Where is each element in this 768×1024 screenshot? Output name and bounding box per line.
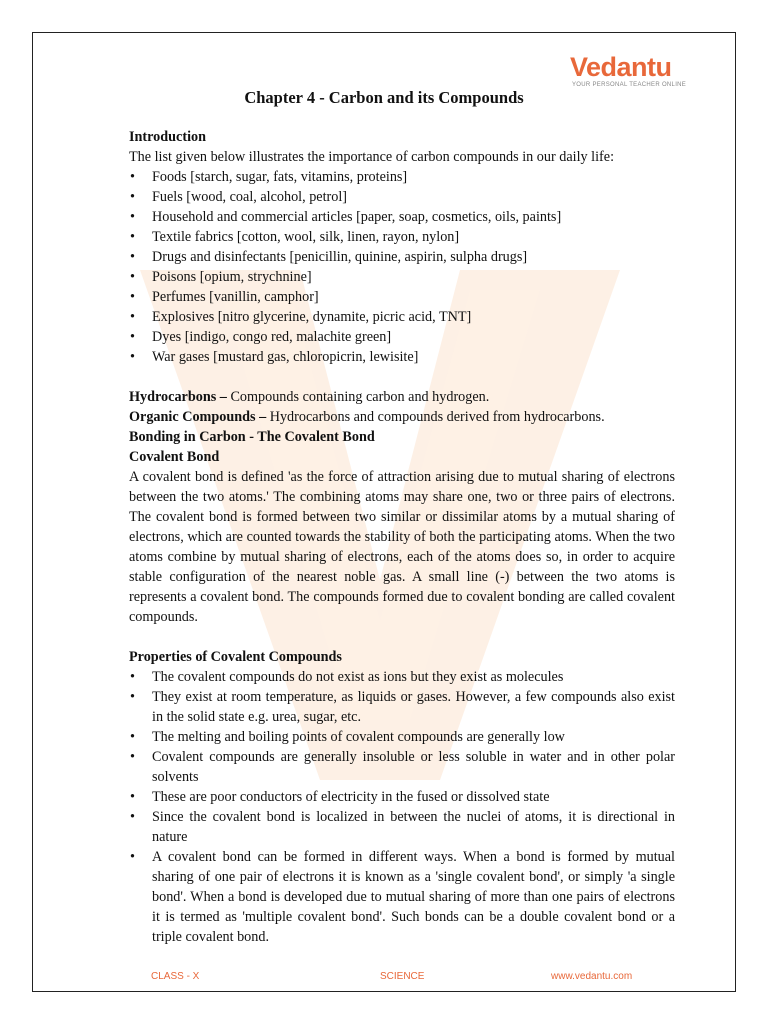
definition-text: Hydrocarbons and compounds derived from hydrocarbons. <box>269 409 605 425</box>
logo-tagline: YOUR PERSONAL TEACHER ONLINE <box>572 82 687 88</box>
logo-wordmark: Vedantu <box>570 52 672 82</box>
definition-hydrocarbons: Hydrocarbons – Compounds containing carbon and hydrogen. <box>129 389 490 405</box>
introduction-lead: The list given below illustrates the importance of carbon compounds in our daily life: <box>129 149 615 165</box>
list-item: • Poisons [opium, strychnine] <box>129 267 675 287</box>
list-item: • Drugs and disinfectants [penicillin, quinine, aspirin, sulpha drugs] <box>129 247 675 267</box>
definition-term: Hydrocarbons <box>129 389 217 405</box>
page-title: Chapter 4 - Carbon and its Compounds <box>244 88 524 107</box>
list-item: • The covalent compounds do not exist as ions but they exist as molecules <box>129 667 675 687</box>
covalent-bond-heading: Covalent Bond <box>129 449 220 465</box>
introduction-heading: Introduction <box>129 129 206 145</box>
list-item: • Perfumes [vanillin, camphor] <box>129 287 675 307</box>
properties-list <box>129 667 675 947</box>
document-body <box>129 127 675 947</box>
list-item: • The melting and boiling points of covalent compounds are generally low <box>129 727 675 747</box>
list-item: • Since the covalent bond is localized in between the nuclei of atoms, it is directional in nature <box>129 807 675 847</box>
covalent-bond-paragraph: A covalent bond is defined 'as the force of attraction arising due to mutual sharing of electrons between the two atoms.' The combining atoms may share one, two or three pairs of electrons. The covalent bond is formed between two similar or dissimilar atoms by a mutual sharing of electrons, which are counted towards the stability of both the participating atoms. When the two atoms combine by mutual sharing of electrons, each of the atoms does so, in order to acquire stable configuration of the nearest noble gas. A small line (-) between the two atoms is represents a covalent bond. The compounds formed due to covalent bonding are called covalent compounds. <box>129 469 675 625</box>
list-item: • Foods [starch, sugar, fats, vitamins, proteins] <box>129 167 675 187</box>
vedantu-logo <box>570 52 687 92</box>
definition-term: Organic Compounds <box>129 409 256 425</box>
list-item: • Dyes [indigo, congo red, malachite green] <box>129 327 675 347</box>
carbon-uses-list <box>129 167 675 367</box>
properties-heading: Properties of Covalent Compounds <box>129 649 342 665</box>
list-item: • Household and commercial articles [paper, soap, cosmetics, oils, paints] <box>129 207 675 227</box>
list-item: • War gases [mustard gas, chloropicrin, lewisite] <box>129 347 675 367</box>
bonding-heading: Bonding in Carbon - The Covalent Bond <box>129 429 375 445</box>
list-item: • Covalent compounds are generally insoluble or less soluble in water and in other polar solvents <box>129 747 675 787</box>
footer-class: CLASS - X <box>151 971 200 982</box>
list-item: • Explosives [nitro glycerine, dynamite, picric acid, TNT] <box>129 307 675 327</box>
list-item: • Textile fabrics [cotton, wool, silk, linen, rayon, nylon] <box>129 227 675 247</box>
list-item: • They exist at room temperature, as liquids or gases. However, a few compounds also exist in the solid state e.g. urea, sugar, etc. <box>129 687 675 727</box>
definition-organic-compounds: Organic Compounds – Hydrocarbons and compounds derived from hydrocarbons. <box>129 409 605 425</box>
definition-text: Compounds containing carbon and hydrogen. <box>230 389 490 405</box>
list-item: • A covalent bond can be formed in different ways. When a bond is formed by mutual sharing of one pair of electrons it is known as a 'single covalent bond', or simply 'a single bond'. When a bond is developed due to mutual sharing of more than one pairs of electrons it is termed as 'multiple covalent bond'. Such bonds can be a double covalent bond or a triple covalent bond. <box>129 847 675 947</box>
list-item: • These are poor conductors of electricity in the fused or dissolved state <box>129 787 675 807</box>
footer-website-link[interactable]: www.vedantu.com <box>551 971 633 982</box>
list-item: • Fuels [wood, coal, alcohol, petrol] <box>129 187 675 207</box>
footer-subject: SCIENCE <box>380 971 425 982</box>
